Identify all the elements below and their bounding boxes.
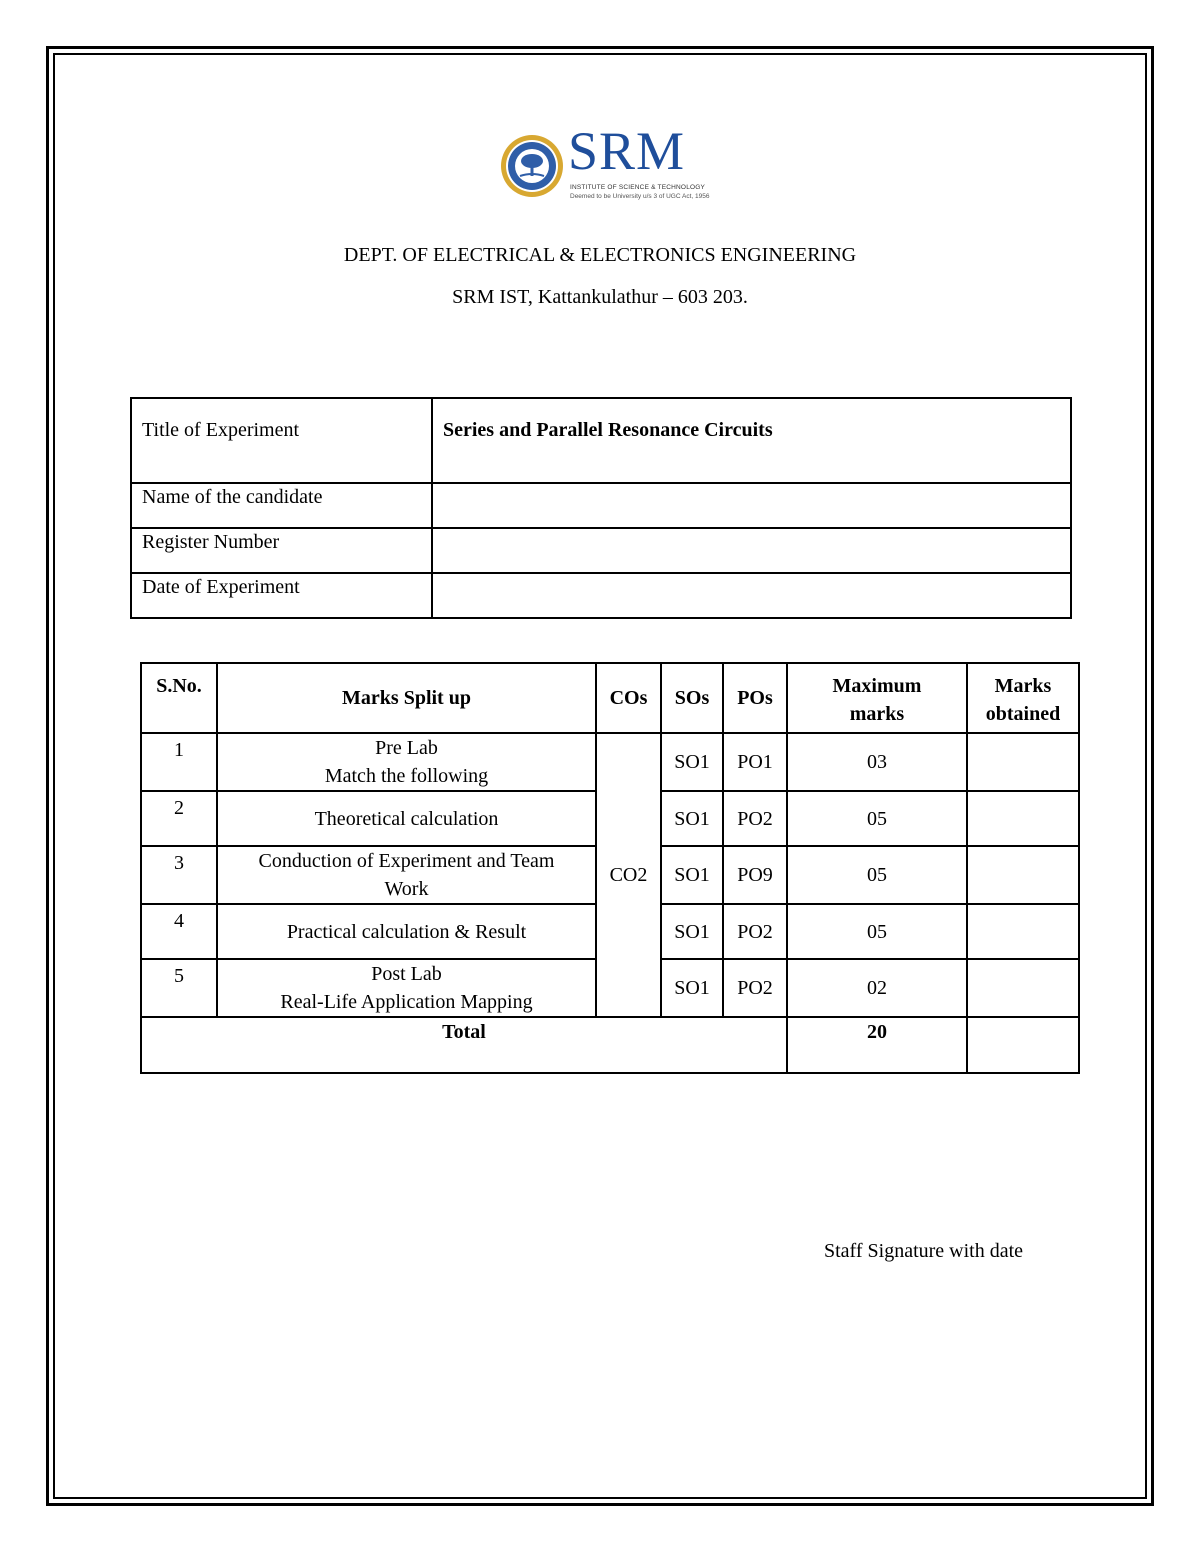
header-marks-obtained [967,663,1079,733]
marks-header-row [141,663,1079,733]
address-line: SRM IST, Kattankulathur – 603 203. [452,286,748,308]
row-description [217,846,596,904]
row-max-marks: 03 [787,733,967,791]
row-po: PO9 [723,846,787,904]
row-max-marks: 02 [787,959,967,1017]
row-marks-obtained[interactable] [967,846,1079,904]
row-desc-line2: Match the following [324,765,489,787]
row-po: PO2 [723,791,787,846]
header-pos: POs [723,663,787,733]
info-label: Title of Experiment [131,398,432,483]
logo-tagline: Deemed to be University u/s 3 of UGC Act, 1956 [570,193,710,200]
info-row-register [131,528,1071,573]
department-heading: DEPT. OF ELECTRICAL & ELECTRONICS ENGINEERING [343,244,857,266]
row-sno: 4 [141,904,217,959]
total-label: Total [141,1017,787,1073]
info-row-date [131,573,1071,618]
experiment-date-field[interactable] [432,573,1071,618]
info-label: Name of the candidate [131,483,432,528]
row-so: SO1 [661,904,723,959]
row-so: SO1 [661,791,723,846]
header-max-line2: marks [849,703,905,725]
row-sno: 1 [141,733,217,791]
info-label: Register Number [131,528,432,573]
header-sno: S.No. [141,663,217,733]
row-description [217,733,596,791]
register-number-field[interactable] [432,528,1071,573]
row-description: Theoretical calculation [217,791,596,846]
marks-split-table [140,662,1080,1074]
header-obt-line1: Marks [994,675,1052,697]
row-desc-line1: Conduction of Experiment and Team [258,850,555,872]
total-row [141,1017,1079,1073]
row-marks-obtained[interactable] [967,959,1079,1017]
row-sno: 2 [141,791,217,846]
header-sos: SOs [661,663,723,733]
row-description [217,959,596,1017]
experiment-info-table [130,397,1072,619]
row-po: PO2 [723,904,787,959]
header-obt-line2: obtained [985,703,1061,725]
info-row-name [131,483,1071,528]
logo-subtitle: INSTITUTE OF SCIENCE & TECHNOLOGY [570,184,706,191]
logo-wordmark: SRM [568,121,686,181]
header-maximum-marks [787,663,967,733]
candidate-name-field[interactable] [432,483,1071,528]
row-max-marks: 05 [787,791,967,846]
row-so: SO1 [661,733,723,791]
emblem-icon [500,134,564,198]
staff-signature-label: Staff Signature with date [824,1240,1024,1262]
row-desc-line1: Pre Lab [375,737,438,759]
total-max-marks: 20 [787,1017,967,1073]
row-marks-obtained[interactable] [967,733,1079,791]
row-so: SO1 [661,959,723,1017]
row-desc-line1: Post Lab [371,963,442,985]
row-marks-obtained[interactable] [967,791,1079,846]
header-cos: COs [596,663,661,733]
info-label: Date of Experiment [131,573,432,618]
row-max-marks: 05 [787,904,967,959]
row-max-marks: 05 [787,846,967,904]
table-row [141,733,1079,791]
row-so: SO1 [661,846,723,904]
total-marks-obtained[interactable] [967,1017,1079,1073]
row-desc-line2: Work [384,878,429,900]
row-sno: 3 [141,846,217,904]
info-row-title [131,398,1071,483]
experiment-title-value: Series and Parallel Resonance Circuits [432,398,1071,483]
row-desc-line2: Real-Life Application Mapping [280,991,533,1013]
co-cell: CO2 [596,733,661,1017]
row-po: PO2 [723,959,787,1017]
srm-logo [500,121,710,202]
row-marks-obtained[interactable] [967,904,1079,959]
row-description: Practical calculation & Result [217,904,596,959]
header-max-line1: Maximum [832,675,922,697]
header-marks-split: Marks Split up [217,663,596,733]
row-po: PO1 [723,733,787,791]
row-sno: 5 [141,959,217,1017]
